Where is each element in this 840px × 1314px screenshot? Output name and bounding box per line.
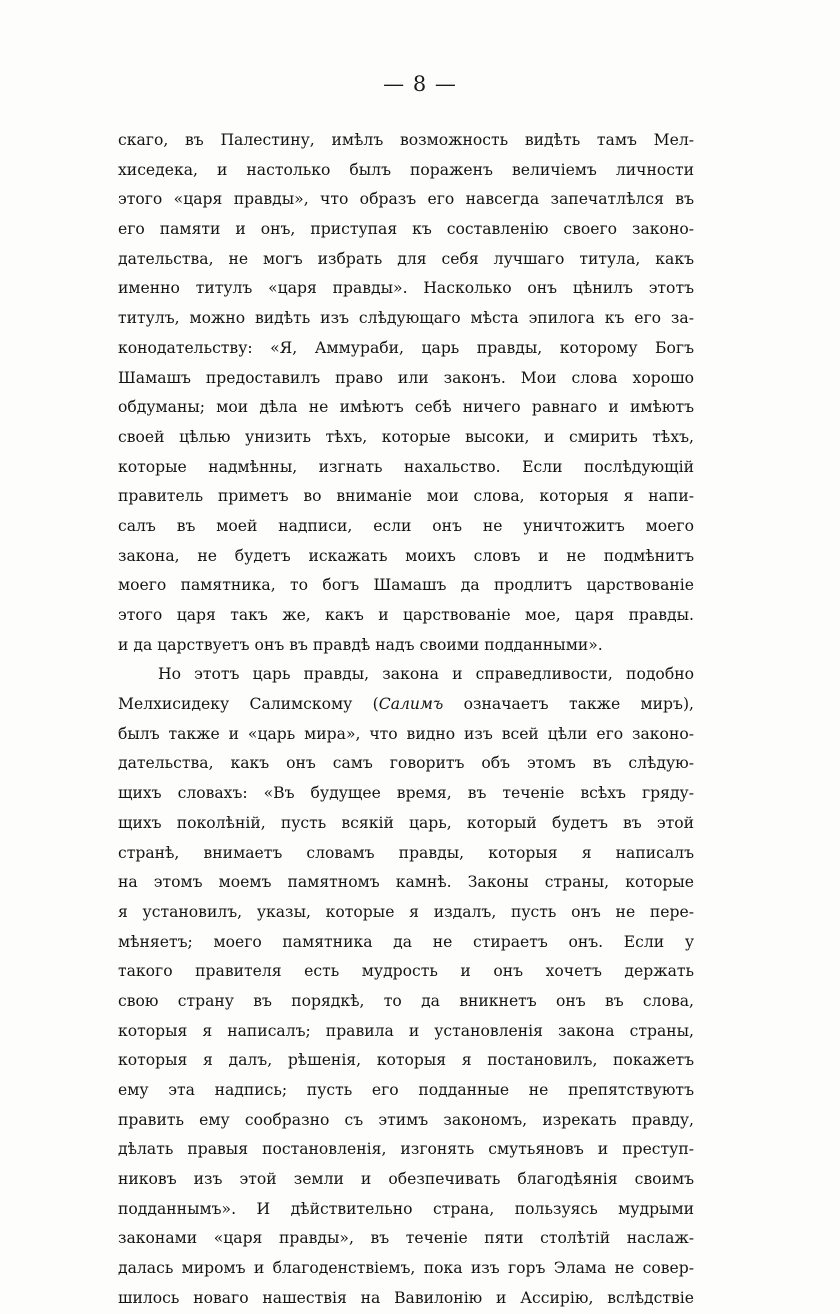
text-line: Шамашъ предоставилъ право или законъ. Мои слова хорошо <box>118 368 694 387</box>
text-line: былъ также и «царь мира», что видно изъ всей цѣли его законо- <box>118 724 694 743</box>
text-line: шилось новаго нашествія на Вавилонію и Ассирію, вслѣдствіе <box>118 1288 694 1307</box>
text-line: которые надмѣнны, изгнать нахальство. Если послѣдующій <box>118 457 694 476</box>
body-text <box>118 126 694 1314</box>
text-line: обдуманы; мои дѣла не имѣютъ себѣ ничего равнаго и имѣютъ <box>118 398 694 417</box>
text-line: салъ въ моей надписи, если онъ не уничтожитъ моего <box>118 516 694 535</box>
text-line: этого «царя правды», что образъ его навсегда запечатлѣлся въ <box>118 190 694 209</box>
text-line: свою страну въ порядкѣ, то да вникнетъ онъ въ слова, <box>118 991 694 1010</box>
text-line: дательства, не могъ избрать для себя лучшаго титула, какъ <box>118 249 694 268</box>
text-line: моего памятника, то богъ Шамашъ да продлитъ царствованіе <box>118 576 694 595</box>
text-line: странѣ, внимаетъ словамъ правды, которыя я написалъ <box>118 843 694 862</box>
text-segment: означаетъ также миръ), <box>443 695 694 714</box>
text-line: щихъ поколѣній, пусть всякій царь, который будетъ въ этой <box>118 813 694 832</box>
text-line <box>118 690 694 720</box>
text-line: подданнымъ». И дѣйствительно страна, пользуясь мудрыми <box>118 1199 694 1218</box>
text-line: которыя я далъ, рѣшенія, которыя я постановилъ, покажетъ <box>118 1051 694 1070</box>
text-line: править ему сообразно съ этимъ закономъ, изрекать правду, <box>118 1110 694 1129</box>
text-line: закона, не будетъ искажать моихъ словъ и не подмѣнитъ <box>118 546 694 565</box>
text-line: своей цѣлью унизить тѣхъ, которые высоки, и смирить тѣхъ, <box>118 427 694 446</box>
text-line: титулъ, можно видѣть изъ слѣдующаго мѣста эпилога къ его за- <box>118 309 694 328</box>
text-line: и да царствуетъ онъ въ правдѣ надъ своими подданными». <box>118 635 603 654</box>
text-line: такого правителя есть мудрость и онъ хочетъ держать <box>118 962 694 981</box>
text-line: я установилъ, указы, которые я издалъ, пусть онъ не пере- <box>118 902 694 921</box>
text-line: далась миромъ и благоденствіемъ, пока изъ горъ Элама не совер- <box>118 1259 694 1278</box>
text-segment: Мелхисидеку Салимскому ( <box>118 695 379 714</box>
text-line: щихъ словахъ: «Въ будущее время, въ теченіе всѣхъ гряду- <box>118 784 694 803</box>
text-line: правитель приметъ во вниманіе мои слова, которыя я напи- <box>118 487 694 506</box>
text-line: никовъ изъ этой земли и обезпечивать благодѣянія своимъ <box>118 1170 694 1189</box>
text-line: законами «царя правды», въ теченіе пяти столѣтій наслаж- <box>118 1229 694 1248</box>
text-line: хиседека, и настолько былъ пораженъ величіемъ личности <box>118 160 694 179</box>
italic-word: Салимъ <box>378 695 444 714</box>
text-line: этого царя такъ же, какъ и царствованіе мое, царя правды. <box>118 606 694 624</box>
text-line: ему эта надпись; пусть его подданные не препятствуютъ <box>118 1081 694 1099</box>
page-number: — 8 — <box>383 72 457 96</box>
text-line: именно титулъ «царя правды». Насколько онъ цѣнилъ этотъ <box>118 279 694 298</box>
text-line: дательства, какъ онъ самъ говоритъ объ этомъ въ слѣдую- <box>118 754 694 773</box>
text-line: Но этотъ царь правды, закона и справедливости, подобно <box>158 665 694 684</box>
text-line: на этомъ моемъ памятномъ камнѣ. Законы страны, которые <box>118 873 694 892</box>
text-line: конодательству: «Я, Аммураби, царь правды, которому Богъ <box>118 338 694 357</box>
text-line: дѣлать правыя постановленія, изгонять смутьяновъ и преступ- <box>118 1140 694 1159</box>
text-line: его памяти и онъ, приступая къ составленію своего законо- <box>118 220 694 239</box>
text-line: мѣняетъ; моего памятника да не стираетъ онъ. Если у <box>118 932 694 951</box>
text-line: скаго, въ Палестину, имѣлъ возможность видѣть тамъ Мел- <box>118 131 694 149</box>
text-line: которыя я написалъ; правила и установленія закона страны, <box>118 1021 694 1040</box>
